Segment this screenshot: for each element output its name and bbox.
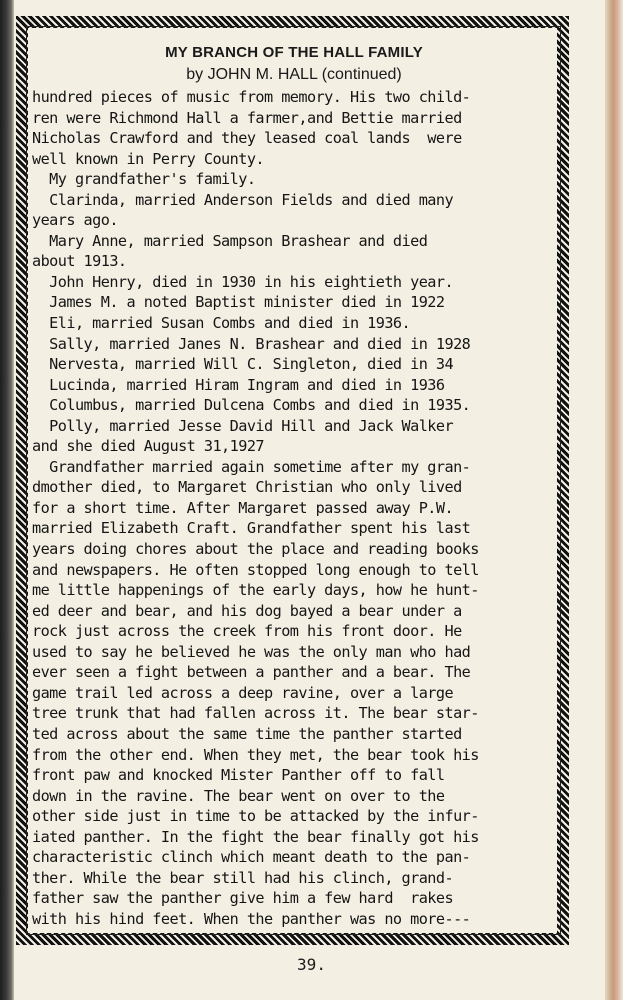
text-line: and she died August 31,1927 bbox=[32, 437, 265, 456]
text-line: John Henry, died in 1930 in his eightieth year. bbox=[32, 272, 454, 291]
page-number: 39. bbox=[297, 955, 326, 974]
text-line: front paw and knocked Mister Panther off to fall bbox=[32, 766, 445, 785]
article-byline: by JOHN M. HALL (continued) bbox=[186, 66, 402, 83]
text-line: used to say he believed he was the only man who had bbox=[32, 642, 471, 661]
text-line: Columbus, married Dulcena Combs and died in 1935. bbox=[32, 396, 471, 415]
text-line: ever seen a fight between a panther and a bear. The bbox=[32, 663, 471, 682]
text-line: ren were Richmond Hall a farmer,and Bettie married bbox=[32, 108, 462, 127]
text-line: rock just across the creek from his front door. He bbox=[32, 622, 462, 641]
text-line: tree trunk that had fallen across it. The bear star- bbox=[32, 704, 479, 723]
article-title: MY BRANCH OF THE HALL FAMILY bbox=[165, 44, 423, 61]
text-line: other side just in time to be attacked by the infur- bbox=[32, 807, 479, 826]
text-line: ther. While the bear still had his clinch, grand- bbox=[32, 868, 454, 887]
text-line: characteristic clinch which meant death to the pan- bbox=[32, 848, 471, 867]
book-binding bbox=[0, 0, 14, 1000]
text-line: Nervesta, married Will C. Singleton, died in 34 bbox=[32, 355, 454, 374]
text-line: years ago. bbox=[32, 211, 118, 230]
text-line: ted across about the same time the panther started bbox=[32, 724, 462, 743]
text-line: Lucinda, married Hiram Ingram and died in 1936 bbox=[32, 375, 445, 394]
text-line: iated panther. In the fight the bear finally got his bbox=[32, 827, 479, 846]
text-line: game trail led across a deep ravine, over a large bbox=[32, 683, 454, 702]
text-line: about 1913. bbox=[32, 252, 127, 271]
page-edge bbox=[605, 0, 623, 1000]
text-line: years doing chores about the place and reading books bbox=[32, 540, 479, 559]
text-line: down in the ravine. The bear went on over to the bbox=[32, 786, 445, 805]
text-line: with his hind feet. When the panther was no more--- bbox=[32, 909, 471, 928]
text-line: Eli, married Susan Combs and died in 1936. bbox=[32, 314, 411, 333]
text-line: Sally, married Janes N. Brashear and died in 1928 bbox=[32, 334, 471, 353]
text-line: me little happenings of the early days, how he hunt- bbox=[32, 581, 479, 600]
text-line: Nicholas Crawford and they leased coal lands were bbox=[32, 129, 462, 148]
text-line: well known in Perry County. bbox=[32, 149, 265, 168]
text-line: ed deer and bear, and his dog bayed a bear under a bbox=[32, 601, 462, 620]
text-line: My grandfather's family. bbox=[32, 170, 256, 189]
text-line: Mary Anne, married Sampson Brashear and died bbox=[32, 231, 428, 250]
text-line: hundred pieces of music from memory. His two child- bbox=[32, 88, 471, 106]
article-body bbox=[32, 87, 556, 929]
text-line: James M. a noted Baptist minister died in 1922 bbox=[32, 293, 445, 312]
text-line: and newspapers. He often stopped long enough to tell bbox=[32, 560, 479, 579]
text-line: father saw the panther give him a few hard rakes bbox=[32, 889, 454, 908]
text-line: from the other end. When they met, the bear took his bbox=[32, 745, 479, 764]
text-line: Grandfather married again sometime after my gran- bbox=[32, 457, 471, 476]
text-line: Polly, married Jesse David Hill and Jack Walker bbox=[32, 416, 454, 435]
text-line: married Elizabeth Craft. Grandfather spent his last bbox=[32, 519, 471, 538]
text-line: Clarinda, married Anderson Fields and died many bbox=[32, 190, 454, 209]
text-line: for a short time. After Margaret passed away P.W. bbox=[32, 498, 454, 517]
text-line: dmother died, to Margaret Christian who only lived bbox=[32, 478, 462, 497]
